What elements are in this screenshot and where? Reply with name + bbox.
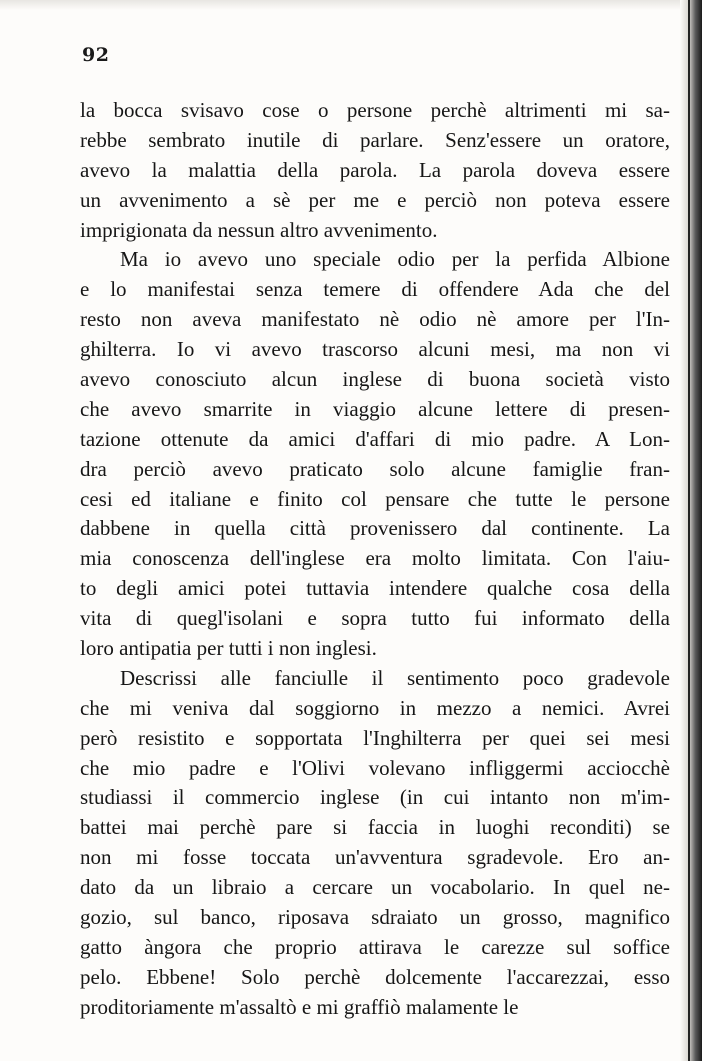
text-line: dato da un libraio a cercare un vocabolario. In quel ne- xyxy=(80,875,670,900)
body-text xyxy=(80,96,670,1023)
text-line: avevo la malattia della parola. La parola doveva essere xyxy=(80,157,670,182)
text-line: cesi ed italiane e finito col pensare che tutte le persone xyxy=(80,486,670,511)
text-line: però resistito e sopportata l'Inghilterra per quei sei mesi xyxy=(80,725,670,750)
text-line: dabbene in quella città provenissero dal continente. La xyxy=(80,516,670,541)
text-line: un avvenimento a sè per me e perciò non poteva essere xyxy=(80,187,670,212)
text-line: rebbe sembrato inutile di parlare. Senz'essere un oratore, xyxy=(80,127,670,152)
text-line: dra perciò avevo praticato solo alcune famiglie fran- xyxy=(80,456,670,481)
text-line: ghilterra. Io vi avevo trascorso alcuni mesi, ma non vi xyxy=(80,337,670,362)
text-line: pelo. Ebbene! Solo perchè dolcemente l'accarezzai, esso xyxy=(80,964,670,989)
text-line: imprigionata da nessun altro avvenimento. xyxy=(80,217,438,242)
text-line: Ma io avevo uno speciale odio per la perfida Albione xyxy=(120,247,670,272)
text-line: studiassi il commercio inglese (in cui intanto non m'im- xyxy=(80,785,670,810)
text-line: che mi veniva dal soggiorno in mezzo a nemici. Avrei xyxy=(80,695,670,720)
text-line: battei mai perchè pare si faccia in luoghi reconditi) se xyxy=(80,815,670,840)
text-line: resto non aveva manifestato nè odio nè amore per l'In- xyxy=(80,307,670,332)
text-line: gozio, sul banco, riposava sdraiato un grosso, magnifico xyxy=(80,905,670,930)
text-line: che avevo smarrite in viaggio alcune lettere di presen- xyxy=(80,396,670,421)
text-line: avevo conosciuto alcun inglese di buona società visto xyxy=(80,367,670,392)
text-line: mia conoscenza dell'inglese era molto limitata. Con l'aiu- xyxy=(80,546,670,571)
text-line: Descrissi alle fanciulle il sentimento poco gradevole xyxy=(120,665,670,690)
book-binding-line xyxy=(688,0,690,1061)
text-line: e lo manifestai senza temere di offendere Ada che del xyxy=(80,277,670,302)
text-line: vita di quegl'isolani e sopra tutto fui informato della xyxy=(80,606,670,631)
text-line: la bocca svisavo cose o persone perchè altrimenti mi sa- xyxy=(80,98,670,122)
text-line: loro antipatia per tutti i non inglesi. xyxy=(80,636,377,661)
text-line: che mio padre e l'Olivi volevano infliggermi acciocchè xyxy=(80,755,670,780)
text-line: tazione ottenute da amici d'affari di mio padre. A Lon- xyxy=(80,426,670,451)
page-number: 92 xyxy=(82,44,110,66)
book-binding-edge xyxy=(680,0,702,1061)
text-line: gatto àngora che proprio attirava le carezze sul soffice xyxy=(80,934,670,959)
text-line: to degli amici potei tuttavia intendere qualche cosa della xyxy=(80,576,670,601)
text-line: proditoriamente m'assaltò e mi graffiò malamente le xyxy=(80,994,519,1019)
page-top-shadow xyxy=(0,0,702,10)
text-line: non mi fosse toccata un'avventura sgradevole. Ero an- xyxy=(80,845,670,870)
